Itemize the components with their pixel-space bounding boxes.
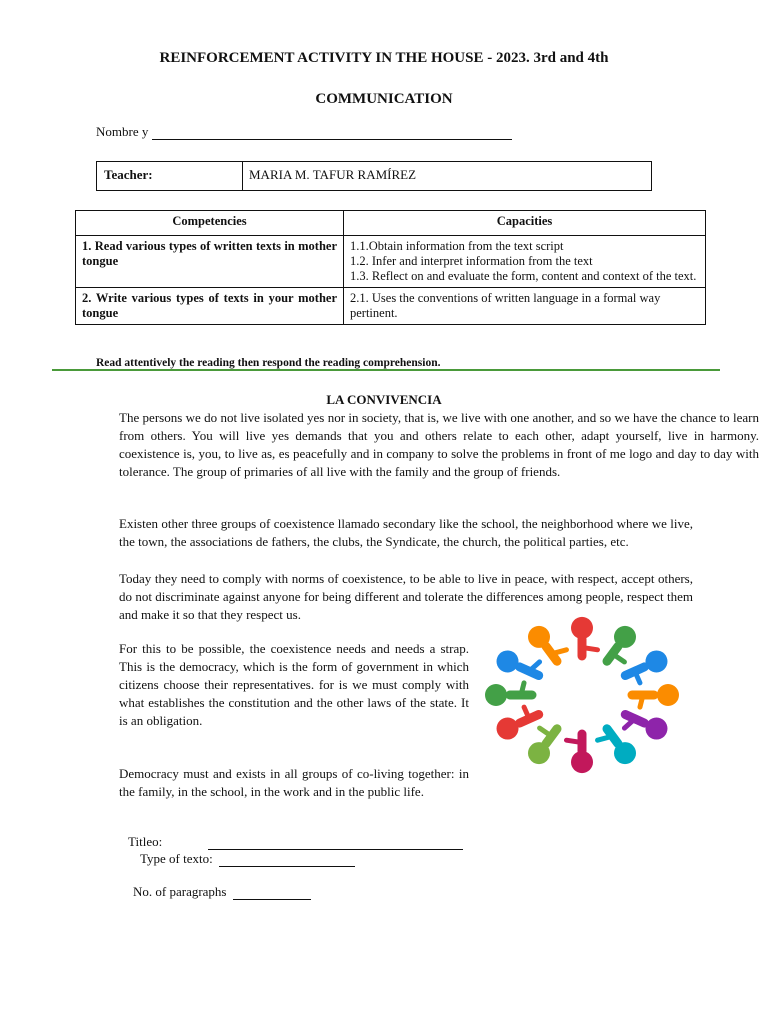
paragraphs-field: [133, 884, 311, 900]
teacher-label: Teacher:: [97, 162, 243, 190]
reading-paragraph: Today they need to comply with norms of coexistence, to be able to live in peace, with respect, accept others, do not discriminate against anyone for being different and tolerate the differences among people, respect them and make it so that they respect us.: [119, 571, 693, 622]
capacity-item: 1.3. Reflect on and evaluate the form, content and context of the text.: [350, 269, 697, 283]
capacities-cell: [344, 236, 706, 288]
text-type-field: [140, 851, 355, 867]
reading-paragraph: Democracy must and exists in all groups of co-living together: in the family, in the school, in the work and in the public life.: [119, 766, 469, 799]
competency-cell: 2. Write various types of texts in your mother tongue: [76, 288, 344, 325]
child-figure: [528, 728, 557, 764]
competencies-header: Competencies: [76, 211, 344, 236]
student-name-row: [96, 124, 512, 140]
teacher-box: [96, 161, 652, 191]
child-figure: [598, 729, 636, 764]
reading-paragraph: For this to be possible, the coexistence needs and needs a strap. This is the democracy, which is the form of government in which citizens choose their representatives. for is we must comply with what establishes the constitution and the other laws of the state. It is an obligation.: [119, 641, 469, 728]
paragraphs-label: No. of paragraphs: [133, 884, 227, 899]
child-figure: [625, 650, 667, 682]
title-field-label: Titleo:: [128, 834, 163, 849]
student-name-label: Nombre y: [96, 124, 149, 139]
paragraphs-line[interactable]: [233, 887, 311, 900]
teacher-name: MARIA M. TAFUR RAMÍREZ: [249, 167, 417, 182]
title-field: [128, 834, 463, 850]
child-figure: [485, 683, 532, 706]
child-figure: [624, 715, 667, 740]
capacities-cell: [344, 288, 706, 325]
table-header-row: [76, 211, 706, 236]
children-holding-hands-circle-icon: [472, 610, 692, 780]
reading-title: LA CONVIVENCIA: [326, 392, 442, 407]
competencies-table: [75, 210, 706, 325]
capacity-item: 2.1. Uses the conventions of written language in a formal way pertinent.: [350, 291, 661, 320]
child-figure: [497, 707, 539, 739]
student-name-line[interactable]: [152, 127, 512, 140]
child-figure: [607, 626, 636, 662]
capacity-item: 1.1.Obtain information from the text script: [350, 239, 564, 253]
child-figure: [528, 626, 566, 661]
capacity-item: 1.2. Infer and interpret information from the text: [350, 254, 593, 268]
child-figure: [571, 617, 598, 656]
page-subtitle: COMMUNICATION: [315, 91, 453, 107]
instruction-text: Read attentively the reading then respond the reading comprehension.: [96, 357, 441, 369]
reading-paragraph: Existen other three groups of coexistence llamado secondary like the school, the neighborhood where we live, the town, the associations de fathers, the clubs, the Syndicate, the church, the political parties, etc.: [119, 516, 693, 549]
capacities-header: Capacities: [344, 211, 706, 236]
table-row: [76, 236, 706, 288]
competency-cell: 1. Read various types of written texts in mother tongue: [76, 236, 344, 288]
child-figure: [632, 684, 679, 707]
table-row: [76, 288, 706, 325]
divider: [52, 369, 720, 371]
reading-paragraph: The persons we do not live isolated yes nor in society, that is, we live with one another, and so we have the chance to learn from others. You will live yes demands that you and others relate to each other, adapt yourself, live in harmony. coexistence is, you, to live as, es peacefully and in company to solve the problems in front of me logo and day to day with tolerance. The group of primaries of all live with the family and the group of friends.: [119, 410, 759, 479]
text-type-label: Type of texto:: [140, 851, 213, 866]
title-field-line[interactable]: [208, 837, 463, 850]
child-figure: [497, 650, 540, 675]
page-title: REINFORCEMENT ACTIVITY IN THE HOUSE - 2023. 3rd and 4th: [159, 50, 609, 66]
child-figure: [566, 734, 593, 773]
text-type-line[interactable]: [219, 854, 355, 867]
